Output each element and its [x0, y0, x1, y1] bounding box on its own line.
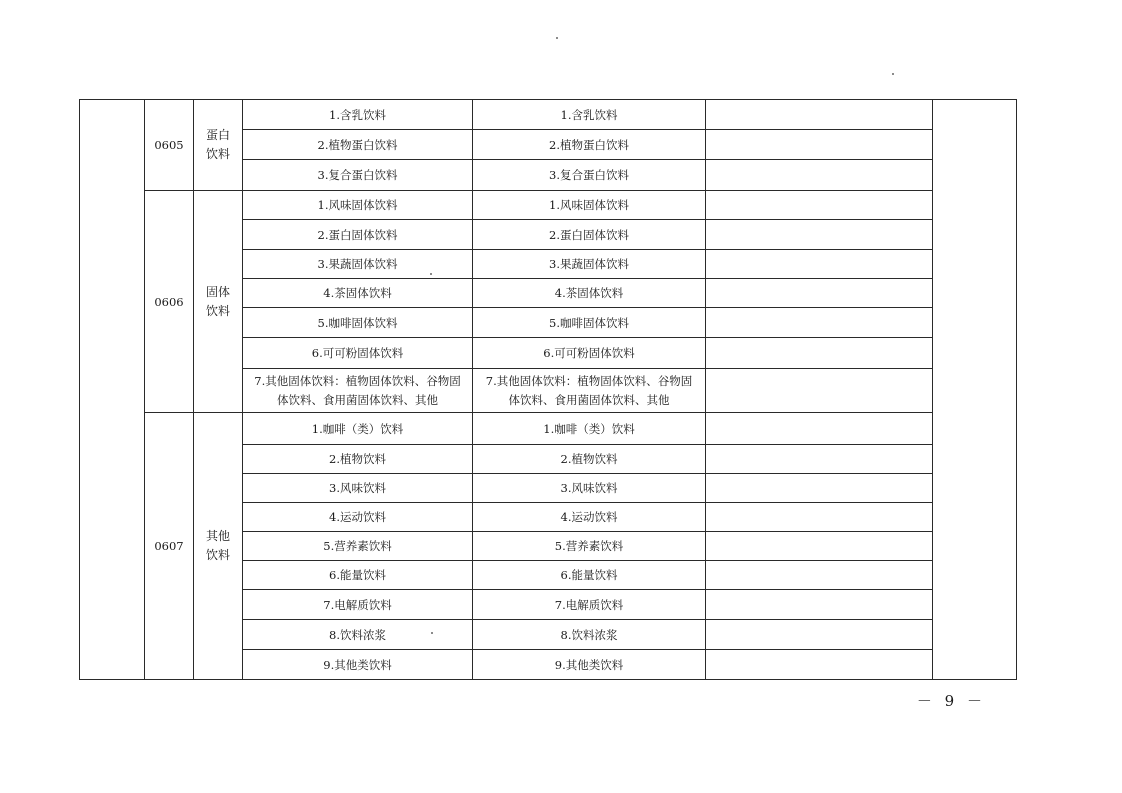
page-number: － 9 － [916, 692, 986, 710]
remark-cell [706, 279, 933, 308]
scan-speck [431, 632, 433, 634]
item-name: 7.电解质饮料 [243, 590, 473, 620]
item-standard: 4.茶固体饮料 [473, 279, 706, 308]
remark-cell [706, 250, 933, 279]
item-name: 6.可可粉固体饮料 [243, 338, 473, 369]
item-standard: 5.咖啡固体饮料 [473, 308, 706, 338]
category-name: 蛋白饮料 [205, 128, 230, 161]
category-name-cell [194, 413, 243, 680]
item-name: 8.饮料浓浆 [243, 620, 473, 650]
item-standard: 1.咖啡（类）饮料 [473, 413, 706, 445]
item-standard: 3.复合蛋白饮料 [473, 160, 706, 191]
scan-speck [556, 37, 558, 39]
scan-speck [430, 273, 432, 275]
item-standard: 3.风味饮料 [473, 474, 706, 503]
item-standard: 2.植物饮料 [473, 445, 706, 474]
category-name: 其他饮料 [205, 529, 230, 562]
remark-cell [706, 650, 933, 680]
item-standard: 1.含乳饮料 [473, 100, 706, 130]
remark-cell [706, 445, 933, 474]
item-standard: 2.蛋白固体饮料 [473, 220, 706, 250]
remark-cell [706, 220, 933, 250]
item-name: 2.植物蛋白饮料 [243, 130, 473, 160]
category-code: 0607 [145, 413, 194, 680]
item-name: 9.其他类饮料 [243, 650, 473, 680]
item-name: 3.复合蛋白饮料 [243, 160, 473, 191]
item-name: 7.其他固体饮料：植物固体饮料、谷物固体饮料、食用菌固体饮料、其他 [243, 369, 473, 413]
item-name: 6.能量饮料 [243, 561, 473, 590]
remark-cell [706, 338, 933, 369]
category-name-cell [194, 100, 243, 191]
remark-cell [706, 503, 933, 532]
item-name: 4.茶固体饮料 [243, 279, 473, 308]
item-standard: 1.风味固体饮料 [473, 191, 706, 220]
category-name: 固体饮料 [205, 284, 230, 318]
item-name: 4.运动饮料 [243, 503, 473, 532]
item-standard: 7.电解质饮料 [473, 590, 706, 620]
item-name: 2.蛋白固体饮料 [243, 220, 473, 250]
category-code: 0606 [145, 191, 194, 413]
table-row [80, 191, 1017, 220]
item-standard: 6.能量饮料 [473, 561, 706, 590]
remark-cell [706, 130, 933, 160]
remark-cell [706, 413, 933, 445]
item-standard: 5.营养素饮料 [473, 532, 706, 561]
remark-cell [706, 191, 933, 220]
table-row [80, 413, 1017, 445]
category-name-cell [194, 191, 243, 413]
remark-cell [706, 308, 933, 338]
item-standard: 9.其他类饮料 [473, 650, 706, 680]
item-name: 2.植物饮料 [243, 445, 473, 474]
remark-cell [706, 100, 933, 130]
remark-cell [706, 474, 933, 503]
item-name: 3.风味饮料 [243, 474, 473, 503]
item-name: 1.含乳饮料 [243, 100, 473, 130]
item-standard: 4.运动饮料 [473, 503, 706, 532]
notes-cell [933, 100, 1017, 680]
item-name: 1.咖啡（类）饮料 [243, 413, 473, 445]
item-standard: 6.可可粉固体饮料 [473, 338, 706, 369]
food-category-table [79, 99, 1017, 680]
item-standard: 3.果蔬固体饮料 [473, 250, 706, 279]
item-standard: 8.饮料浓浆 [473, 620, 706, 650]
item-name: 1.风味固体饮料 [243, 191, 473, 220]
item-standard: 7.其他固体饮料：植物固体饮料、谷物固体饮料、食用菌固体饮料、其他 [473, 369, 706, 413]
item-name: 5.营养素饮料 [243, 532, 473, 561]
remark-cell [706, 620, 933, 650]
category-code: 0605 [145, 100, 194, 191]
item-standard: 2.植物蛋白饮料 [473, 130, 706, 160]
remark-cell [706, 160, 933, 191]
remark-cell [706, 369, 933, 413]
table-row [80, 100, 1017, 130]
item-name: 5.咖啡固体饮料 [243, 308, 473, 338]
remark-cell [706, 561, 933, 590]
scan-speck [892, 73, 894, 75]
item-name: 3.果蔬固体饮料 [243, 250, 473, 279]
remark-cell [706, 590, 933, 620]
remark-cell [706, 532, 933, 561]
category-main-cell [80, 100, 145, 680]
